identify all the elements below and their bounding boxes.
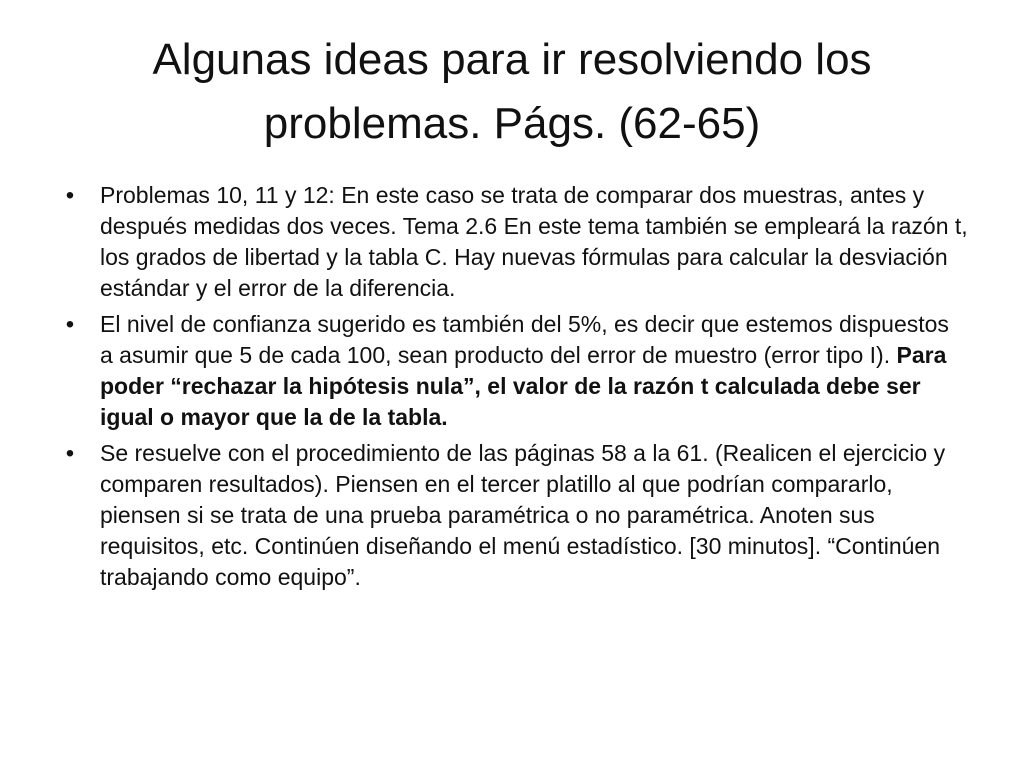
bullet-icon: •	[65, 182, 75, 209]
bullet-bold-text-2: Para poder “rechazar la hipótesis nula”, el valor de la razón t calculada debe ser igual o mayor que la de la tabla.	[100, 342, 947, 430]
bullet-icon: •	[65, 440, 75, 467]
bullet-text-1: Problemas 10, 11 y 12: En este caso se trata de comparar dos muestras, antes y después medidas dos veces. Tema 2.6 En este tema también se empleará la razón t, los grados de libertad y la tabla C. Hay nuevas fórmulas para calcular la desviación estándar y el error de la diferencia.	[100, 182, 968, 301]
bullet-text-2: El nivel de confianza sugerido es también del 5%, es decir que estemos dispuestos a asumir que 5 de cada 100, sean producto del error de muestro (error tipo I).	[100, 311, 949, 368]
bullet-text-3: Se resuelve con el procedimiento de las páginas 58 a la 61. (Realicen el ejercicio y comparen resultados). Piensen en el tercer platillo al que podrían compararlo, piensen si se trata de una prueba paramétrica o no paramétrica. Anoten sus requisitos, etc. Continúen diseñando el menú estadístico. [30 minutos]. “Continúen trabajando como equipo”.	[100, 440, 946, 590]
bullet-item-3	[58, 438, 968, 593]
bullet-item-1	[58, 180, 968, 304]
bullet-item-2	[58, 309, 968, 433]
slide-title: Algunas ideas para ir resolviendo los problemas. Págs. (62-65)	[152, 35, 872, 148]
bullet-list	[58, 180, 968, 598]
bullet-icon: •	[65, 311, 75, 338]
